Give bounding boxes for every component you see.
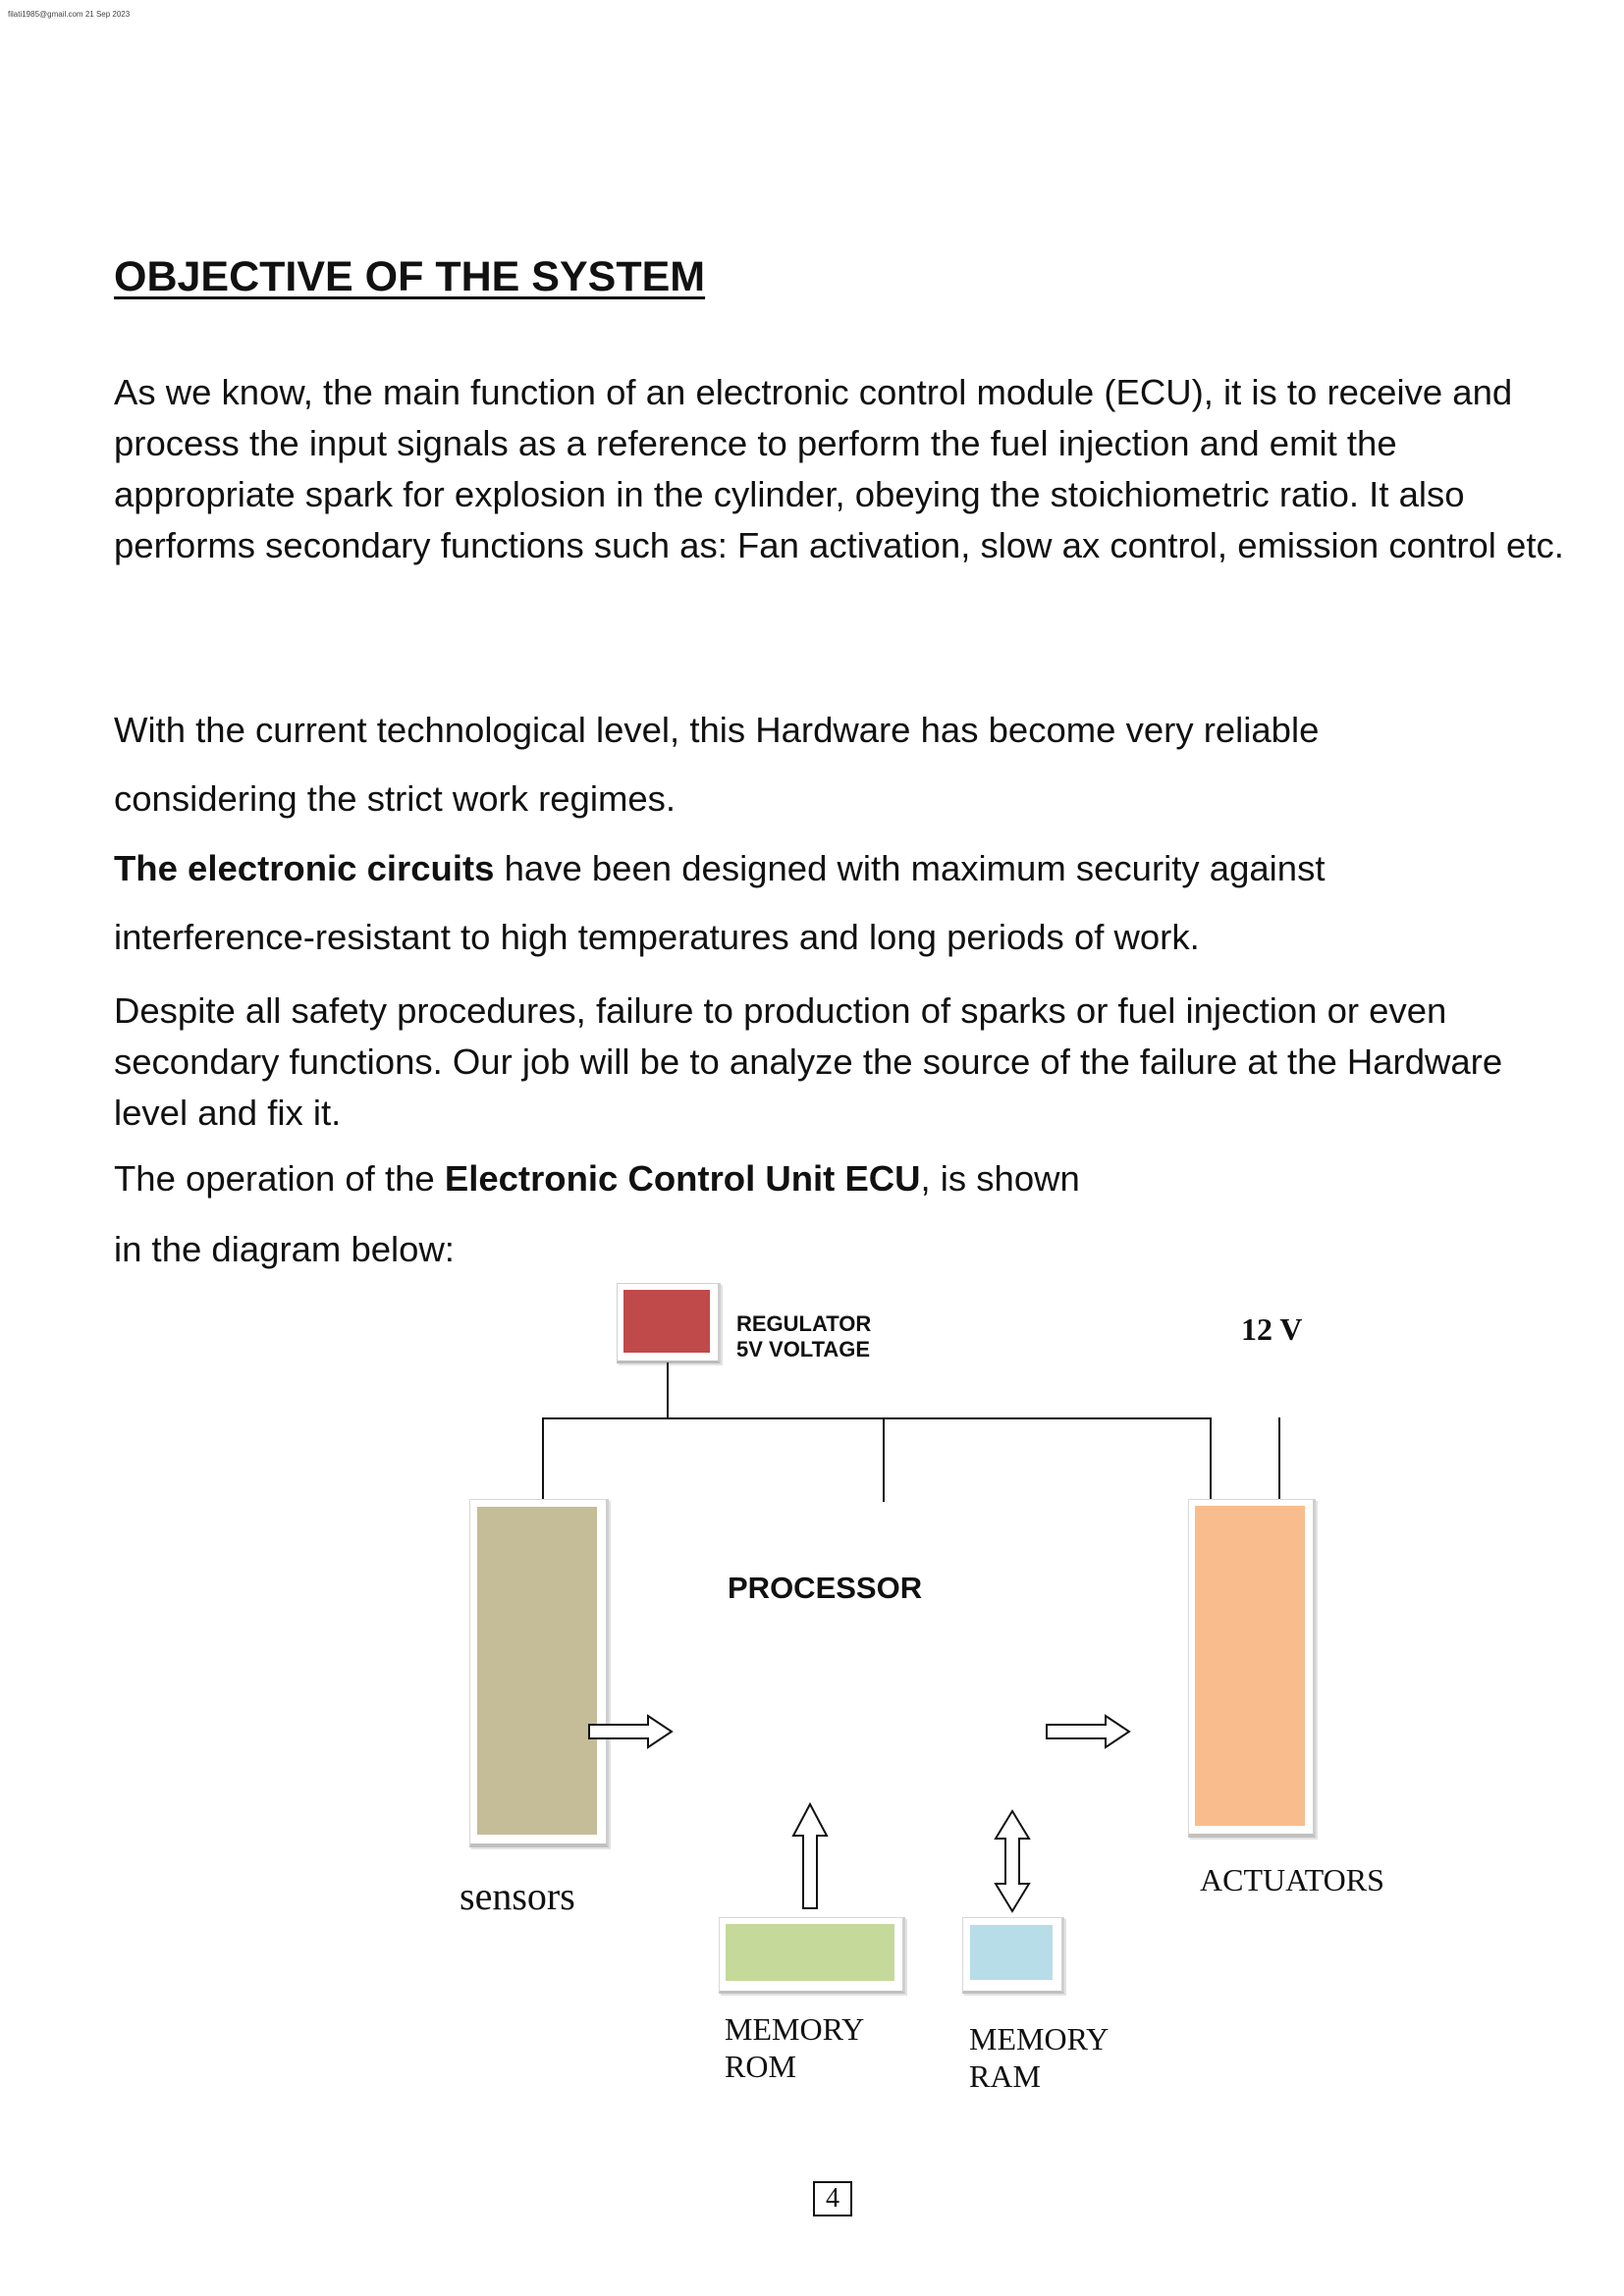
regulator-label-line-2: 5V VOLTAGE: [736, 1337, 871, 1362]
processor-ram-arrow: [992, 1809, 1033, 1913]
ram-fill: [970, 1925, 1053, 1980]
sensors-fill: [477, 1507, 597, 1835]
reliability-paragraph: [114, 696, 1567, 833]
twelve-volt-wire: [1278, 1417, 1280, 1506]
rom-label: [725, 2010, 864, 2085]
circuits-emphasis: The electronic circuits: [114, 848, 495, 888]
sensors-to-processor-arrow: [587, 1714, 676, 1749]
regulator-label-line-1: REGULATOR: [736, 1311, 872, 1336]
watermark-text: filati1985@gmail.com 21 Sep 2023: [8, 10, 131, 19]
ecu-emphasis: Electronic Control Unit ECU: [444, 1158, 921, 1199]
intro-paragraph: As we know, the main function of an electronic control module (ECU), it is to receive and process the input signals as a reference to perform the fuel injection and emit the appropriate spark for explosion in the cylinder, obeying the stoichiometric ratio. It also performs secondary functions such as: Fan activation, slow ax control, emission control etc.: [114, 372, 1564, 565]
page-title: OBJECTIVE OF THE SYSTEM: [114, 253, 706, 300]
diagram-intro: in the diagram below:: [114, 1229, 455, 1269]
operation-suffix: , is shown: [920, 1158, 1080, 1199]
ram-label: [969, 2020, 1109, 2095]
processor-to-actuators-arrow: [1045, 1714, 1133, 1749]
rom-to-processor-arrow: [790, 1802, 830, 1910]
regulator-label: [736, 1311, 871, 1362]
sensors-block: [469, 1499, 609, 1847]
circuits-line-1-rest: have been designed with maximum security against: [494, 848, 1326, 888]
rom-block: [719, 1917, 905, 1994]
rom-fill: [726, 1924, 894, 1981]
ram-label-line-1: MEMORY: [969, 2021, 1110, 2056]
operation-paragraph: [114, 1153, 1567, 1204]
sensors-label: sensors: [460, 1874, 575, 1918]
regulator-fill: [623, 1290, 710, 1353]
ram-block: [962, 1917, 1064, 1994]
failure-paragraph: Despite all safety procedures, failure to production of sparks or fuel injection or even secondary functions. Our job will be to analyze the source of the failure at the Hardware level and fix it.: [114, 990, 1503, 1133]
voltage-label: 12 V: [1241, 1311, 1303, 1347]
bus-wire: [542, 1417, 1212, 1419]
actuators-fill: [1195, 1506, 1305, 1826]
rom-label-line-1: MEMORY: [725, 2011, 865, 2047]
operation-prefix: The operation of the: [114, 1158, 445, 1199]
processor-wire: [883, 1417, 885, 1502]
page-number: 4: [813, 2181, 852, 2216]
actuators-label: ACTUATORS: [1200, 1862, 1384, 1897]
processor-label: PROCESSOR: [728, 1571, 923, 1605]
circuits-line-2: interference-resistant to high temperatures and long periods of work.: [114, 917, 1200, 957]
actuators-wire: [1210, 1417, 1212, 1506]
regulator-wire: [667, 1362, 669, 1418]
actuators-block: [1188, 1499, 1316, 1838]
reliability-line-2: considering the strict work regimes.: [114, 778, 677, 819]
reliability-line-1: With the current technological level, this Hardware has become very reliable: [114, 710, 1320, 750]
regulator-block: [617, 1283, 721, 1363]
ram-label-line-2: RAM: [969, 2058, 1041, 2094]
sensors-wire: [542, 1417, 544, 1506]
rom-label-line-2: ROM: [725, 2049, 796, 2084]
circuits-paragraph: [114, 834, 1567, 972]
